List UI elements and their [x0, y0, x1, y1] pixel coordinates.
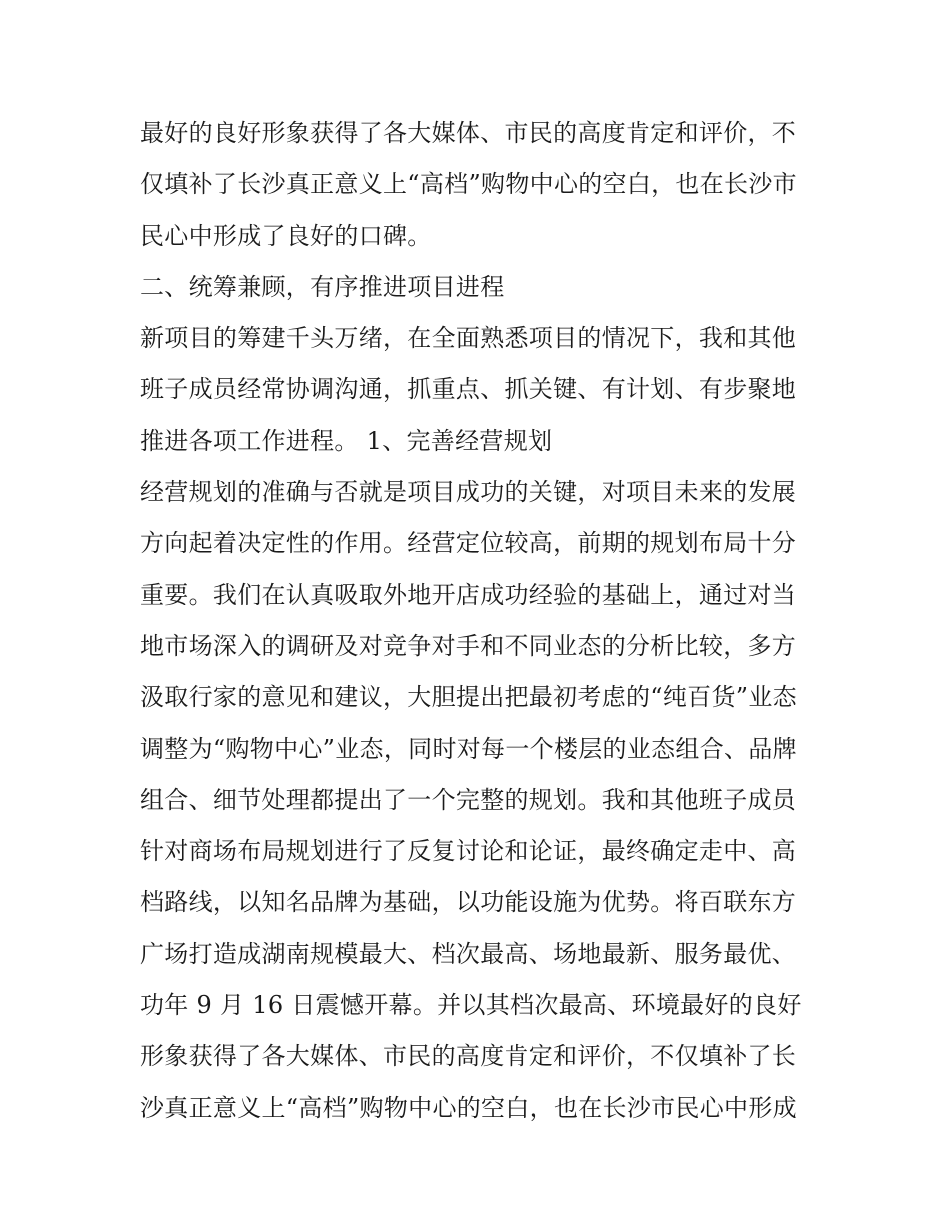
- text-line: 仅填补了长沙真正意义上“高档”购物中心的空白，也在长沙市: [140, 170, 797, 199]
- text-line: 组合、细节处理都提出了一个完整的规划。我和其他班子成员: [140, 785, 797, 814]
- text-line: 地市场深入的调研及对竞争对手和不同业态的分析比较，多方: [140, 631, 797, 660]
- text-line: 档路线，以知名品牌为基础，以功能设施为优势。将百联东方: [140, 888, 797, 917]
- text-line: 功年 9 月 16 日震憾开幕。并以其档次最高、环境最好的良好: [140, 991, 802, 1020]
- section-heading: 二、统筹兼顾，有序推进项目进程: [140, 272, 505, 301]
- text-line: 推进各项工作进程。 1、完善经营规划: [140, 426, 553, 455]
- text-line: 汲取行家的意见和建议，大胆提出把最初考虑的“纯百货”业态: [140, 683, 797, 712]
- text-line: 新项目的筹建千头万绪，在全面熟悉项目的情况下，我和其他: [140, 324, 797, 353]
- text-line: 形象获得了各大媒体、市民的高度肯定和评价，不仅填补了长: [140, 1042, 797, 1071]
- text-line: 广场打造成湖南规模最大、档次最高、场地最新、服务最优、: [140, 939, 797, 968]
- text-line: 针对商场布局规划进行了反复讨论和论证，最终确定走中、高: [140, 837, 797, 866]
- text-line: 班子成员经常协调沟通，抓重点、抓关键、有计划、有步聚地: [140, 375, 797, 404]
- text-line: 调整为“购物中心”业态，同时对每一个楼层的业态组合、品牌: [140, 734, 797, 763]
- text-line: 沙真正意义上“高档”购物中心的空白，也在长沙市民心中形成: [140, 1093, 797, 1122]
- text-line: 最好的良好形象获得了各大媒体、市民的高度肯定和评价，不: [140, 119, 797, 147]
- text-line: 经营规划的准确与否就是项目成功的关键，对项目未来的发展: [140, 478, 797, 507]
- text-line: 方向起着决定性的作用。经营定位较高，前期的规划布局十分: [140, 529, 797, 558]
- text-line: 民心中形成了良好的口碑。: [140, 221, 432, 250]
- text-line: 重要。我们在认真吸取外地开店成功经验的基础上，通过对当: [140, 580, 797, 609]
- body-text: [140, 108, 820, 1134]
